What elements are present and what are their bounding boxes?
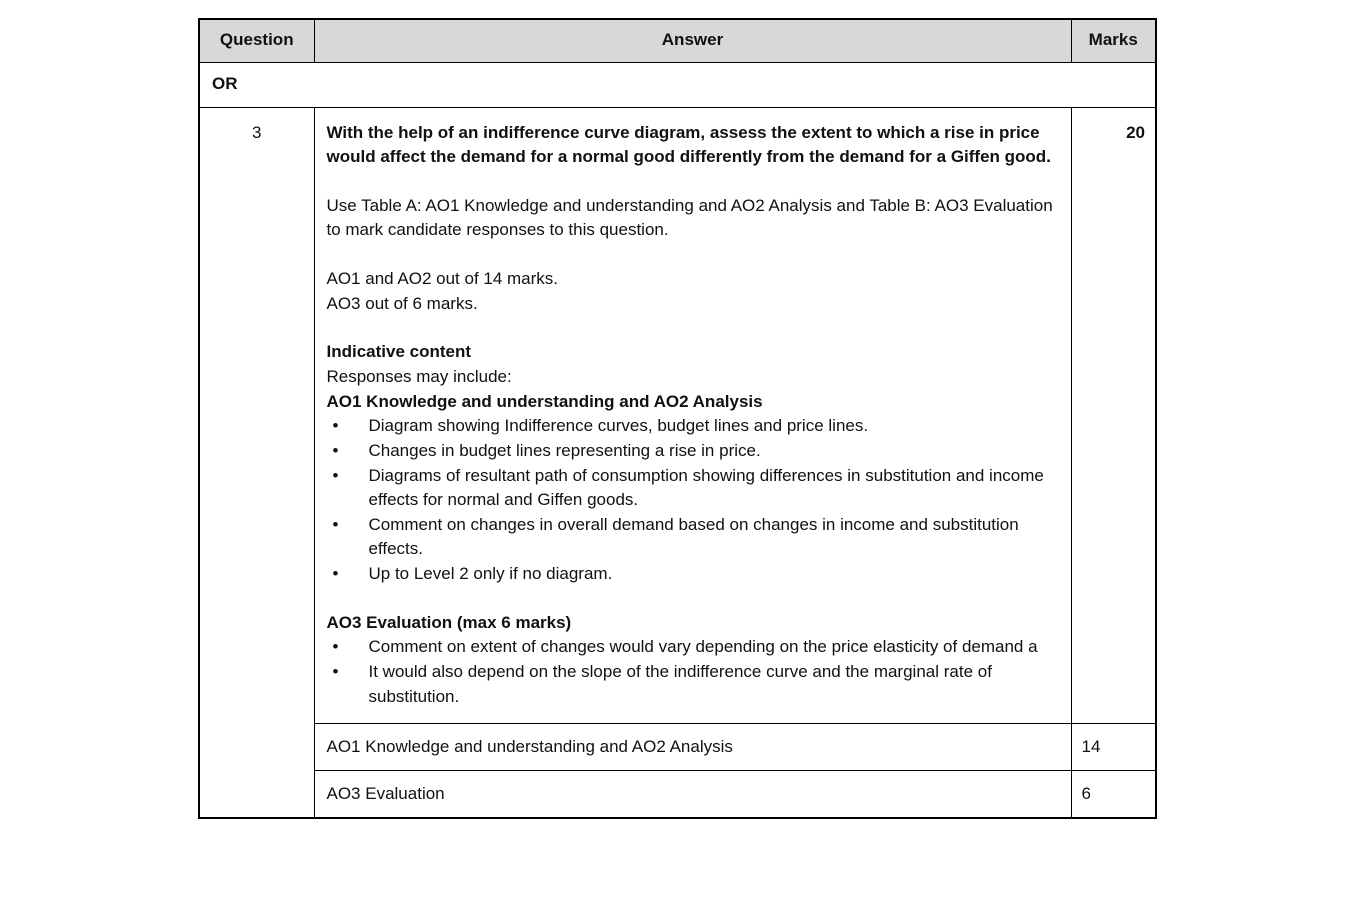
bullet-text: Diagrams of resultant path of consumption showing differences in substitution and income effects for normal and Giffen goods. — [368, 465, 1044, 510]
or-row — [199, 62, 1156, 107]
ao3-heading: AO3 Evaluation (max 6 marks) — [326, 612, 572, 632]
bullet-icon: • — [332, 440, 339, 460]
question-column-header: Question — [199, 19, 314, 62]
bullet-text: Comment on extent of changes would vary depending on the price elasticity of demand a — [368, 637, 1038, 657]
bullet-item — [327, 513, 1057, 562]
subrow-ao3 — [199, 771, 1156, 818]
ao3-bullet-list — [327, 635, 1057, 709]
question-number: 3 — [199, 107, 314, 818]
marks-column-header: Marks — [1071, 19, 1156, 62]
header-row — [199, 19, 1156, 62]
answer-column-header: Answer — [314, 19, 1071, 62]
bullet-item — [327, 439, 1057, 464]
answer-cell — [314, 107, 1071, 724]
table-instructions: Use Table A: AO1 Knowledge and understanding and AO2 Analysis and Table B: AO3 Evaluation to mark candidate responses to this question. — [326, 195, 1053, 240]
bullet-item — [327, 660, 1057, 709]
bullet-icon: • — [332, 416, 339, 436]
ao1-ao2-bullet-list — [327, 414, 1057, 586]
bullet-icon: • — [332, 637, 339, 657]
bullet-item — [327, 562, 1057, 587]
indicative-content-heading: Indicative content — [326, 342, 472, 362]
subrow-ao3-marks: 6 — [1071, 771, 1156, 818]
bullet-item — [327, 414, 1057, 439]
mark-scheme-table — [198, 18, 1157, 819]
question-row — [199, 107, 1156, 724]
ao1-ao2-marks-line: AO1 and AO2 out of 14 marks. — [326, 269, 559, 289]
responses-line: Responses may include: — [326, 366, 512, 386]
ao3-marks-line: AO3 out of 6 marks. — [326, 293, 478, 313]
bullet-text: Comment on changes in overall demand based on changes in income and substitution effects. — [368, 514, 1019, 559]
bullet-icon: • — [332, 564, 339, 584]
bullet-item — [327, 635, 1057, 660]
bullet-text: Changes in budget lines representing a rise in price. — [368, 440, 761, 460]
subrow-ao3-label: AO3 Evaluation — [314, 771, 1071, 818]
bullet-text: Up to Level 2 only if no diagram. — [368, 564, 613, 584]
bullet-icon: • — [332, 662, 339, 682]
bullet-icon: • — [332, 465, 339, 485]
or-label: OR — [199, 62, 1156, 107]
ao1-ao2-heading: AO1 Knowledge and understanding and AO2 Analysis — [326, 391, 763, 411]
question-prompt: With the help of an indifference curve diagram, assess the extent to which a rise in price would affect the demand for a normal good differently from the demand for a Giffen good. — [326, 122, 1051, 167]
bullet-item — [327, 464, 1057, 513]
bullet-text: It would also depend on the slope of the indifference curve and the marginal rate of substitution. — [368, 662, 992, 706]
subrow-ao1-ao2-marks: 14 — [1071, 724, 1156, 771]
subrow-ao1-ao2 — [199, 724, 1156, 771]
subrow-ao1-ao2-label: AO1 Knowledge and understanding and AO2 Analysis — [314, 724, 1071, 771]
bullet-icon: • — [332, 514, 339, 534]
bullet-text: Diagram showing Indifference curves, budget lines and price lines. — [368, 416, 869, 436]
total-marks: 20 — [1071, 107, 1156, 724]
